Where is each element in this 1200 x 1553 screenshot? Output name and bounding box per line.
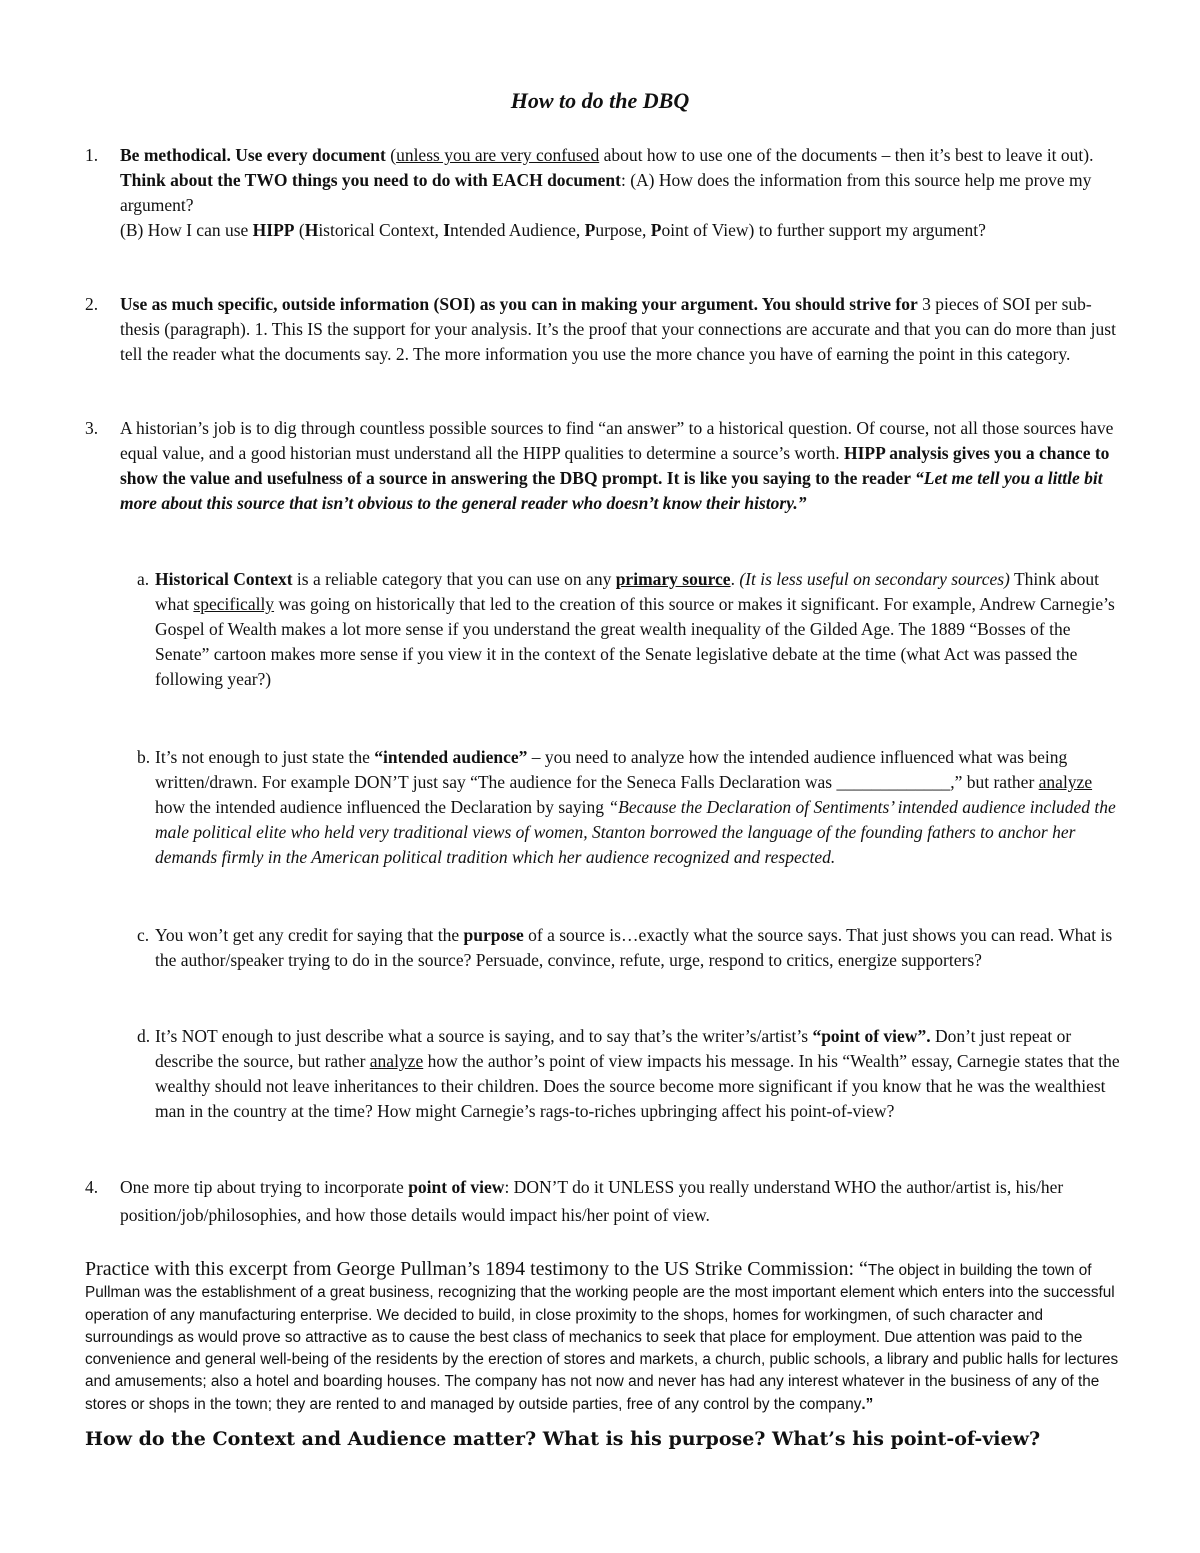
item-body: Be methodical. Use every document (unless you are very confused about how to use one of the documents – then it’s best to leave it out). Think about the TWO things you need to do with EACH document: (A) How does the information from this source help me prove my argument? (B) How I can use HIPP (Historical Context, Intended Audience, Purpose, Point of View) to further support my argument? xyxy=(120,145,1094,240)
pullman-quote: The object in building the town of Pullman was the establishment of a great business, recognizing that the working people are the most important element which enters into the successful operation of any manufacturing enterprise. We decided to build, in close proximity to the shops, homes for workingmen, of such character and surroundings as would prove so attractive as to cause the best class of mechanics to seek that place for employment. Due attention was paid to the convenience and general well-being of the residents by the erection of stores and markets, a church, public schools, a library and public halls for lectures and amusements; also a hotel and boarding houses. The company has not now and never has had any interest whatever in the business of any of the stores or shops in the town; they are rented to and managed by outside parties, free of any control by the company xyxy=(85,1262,1119,1413)
item-body: One more tip about trying to incorporate point of view: DON’T do it UNLESS you really understand WHO the author/artist is, his/her position/job/philosophies, and how those details would impact his/her point of view. xyxy=(120,1177,1064,1225)
sub-item-c xyxy=(137,923,1122,973)
sub-item-letter: d. xyxy=(137,1026,151,1046)
sub-item-body: It’s not enough to just state the “intended audience” – you need to analyze how the intended audience influenced what was being written/drawn. For example DON’T just say “The audience for the Seneca Falls Declaration was _____________,” but rather analyze how the intended audience influenced the Declaration by saying “Because the Declaration of Sentiments’ intended audience included the male political elite who held very traditional views of women, Stanton borrowed the language of the founding fathers to anchor her demands firmly in the American political tradition which her audience recognized and respected. xyxy=(155,747,1116,867)
sub-item-letter: b. xyxy=(137,747,151,767)
underlined-text: unless you are very confused xyxy=(396,145,600,165)
item-number: 1. xyxy=(85,145,99,165)
sub-item-letter: a. xyxy=(137,569,150,589)
list-item-4 xyxy=(85,1173,1120,1229)
sub-item-letter: c. xyxy=(137,925,150,945)
list-item-3 xyxy=(85,416,1120,516)
sub-item-body: Historical Context is a reliable category that you can use on any primary source. (It is less useful on secondary sources) Think about what specifically was going on historically that led to the creation of this source or makes it significant. For example, Andrew Carnegie’s Gospel of Wealth makes a lot more sense if you understand the great wealth inequality of the Gilded Age. The 1889 “Bosses of the Senate” cartoon makes more sense if you view it in the context of the Senate legislative debate at the time (what Act was passed the following year?) xyxy=(155,569,1115,689)
item-body: A historian’s job is to dig through countless possible sources to find “an answer” to a historical question. Of course, not all those sources have equal value, and a good historian must understand all the HIPP qualities to determine a source’s worth. HIPP analysis gives you a chance to show the value and usefulness of a source in answering the DBQ prompt. It is like you saying to the reader “Let me tell you a little bit more about this source that isn’t obvious to the general reader who doesn’t know their history.” xyxy=(120,418,1114,513)
item-number: 2. xyxy=(85,294,99,314)
bold-text: Be methodical. Use every document xyxy=(120,145,386,165)
page-title: How to do the DBQ xyxy=(510,88,690,113)
sub-item-d xyxy=(137,1024,1122,1124)
bold-text: Think about the TWO things you need to do with EACH document xyxy=(120,170,621,190)
sub-item-body: It’s NOT enough to just describe what a source is saying, and to say that’s the writer’s/artist’s “point of view”. Don’t just repeat or describe the source, but rather analyze how the author’s point of view impacts his message. In his “Wealth” essay, Carnegie states that the wealthy should not leave inheritances to their children. Does the source become more significant if you know that he was the wealthiest man in the country at the time? How might Carnegie’s rags-to-riches upbringing affect his point-of-view? xyxy=(155,1026,1120,1121)
practice-excerpt: Practice with this excerpt from George Pullman’s 1894 testimony to the US Strike Commission: “The object in building the town of Pullman was the establishment of a great business, recognizing that the working people are the most important element which enters into the successful operation of any manufacturing enterprise. We decided to build, in close proximity to the shops, homes for workingmen, of such character and surroundings as would prove so attractive as to cause the best class of mechanics to seek that place for employment. Due attention was paid to the convenience and general well-being of the residents by the erection of stores and markets, a church, public schools, a library and public halls for lectures and amusements; also a hotel and boarding houses. The company has not now and never has had any interest whatever in the business of any of the stores or shops in the town; they are rented to and managed by outside parties, free of any control by the company.” xyxy=(85,1258,1119,1413)
fill-in-blank: _____________ xyxy=(836,772,951,792)
bold-text: HIPP analysis gives you a chance to show the value and usefulness of a source in answering the DBQ prompt. It is like you saying to the reader xyxy=(120,443,1110,488)
sub-item-b xyxy=(137,745,1122,870)
list-item-1 xyxy=(85,143,1120,243)
list-item-2 xyxy=(85,292,1120,367)
closing-question: How do the Context and Audience matter? What is his purpose? What’s his point-of-view? xyxy=(85,1428,1041,1450)
item-number: 4. xyxy=(85,1177,99,1197)
practice-lead: Practice with this excerpt from George Pullman’s 1894 testimony to the US Strike Commission: “ xyxy=(85,1258,868,1280)
item-number: 3. xyxy=(85,418,99,438)
sub-item-a xyxy=(137,567,1122,692)
bold-text: Use as much specific, outside information (SOI) as you can in making your argument. You should strive for xyxy=(120,294,918,314)
sub-item-body: You won’t get any credit for saying that the purpose of a source is…exactly what the source says. That just shows you can read. What is the author/speaker trying to do in the source? Persuade, convince, refute, urge, respond to critics, energize supporters? xyxy=(155,925,1113,970)
bold-italic-text: “Let me tell you a little bit more about this source that isn’t obvious to the general reader who doesn’t know their history.” xyxy=(120,468,1103,513)
item-body: Use as much specific, outside information (SOI) as you can in making your argument. You should strive for 3 pieces of SOI per sub-thesis (paragraph). 1. This IS the support for your analysis. It’s the proof that your connections are accurate and that you can do more than just tell the reader what the documents say. 2. The more information you use the more chance you have of earning the point in this category. xyxy=(120,294,1116,364)
